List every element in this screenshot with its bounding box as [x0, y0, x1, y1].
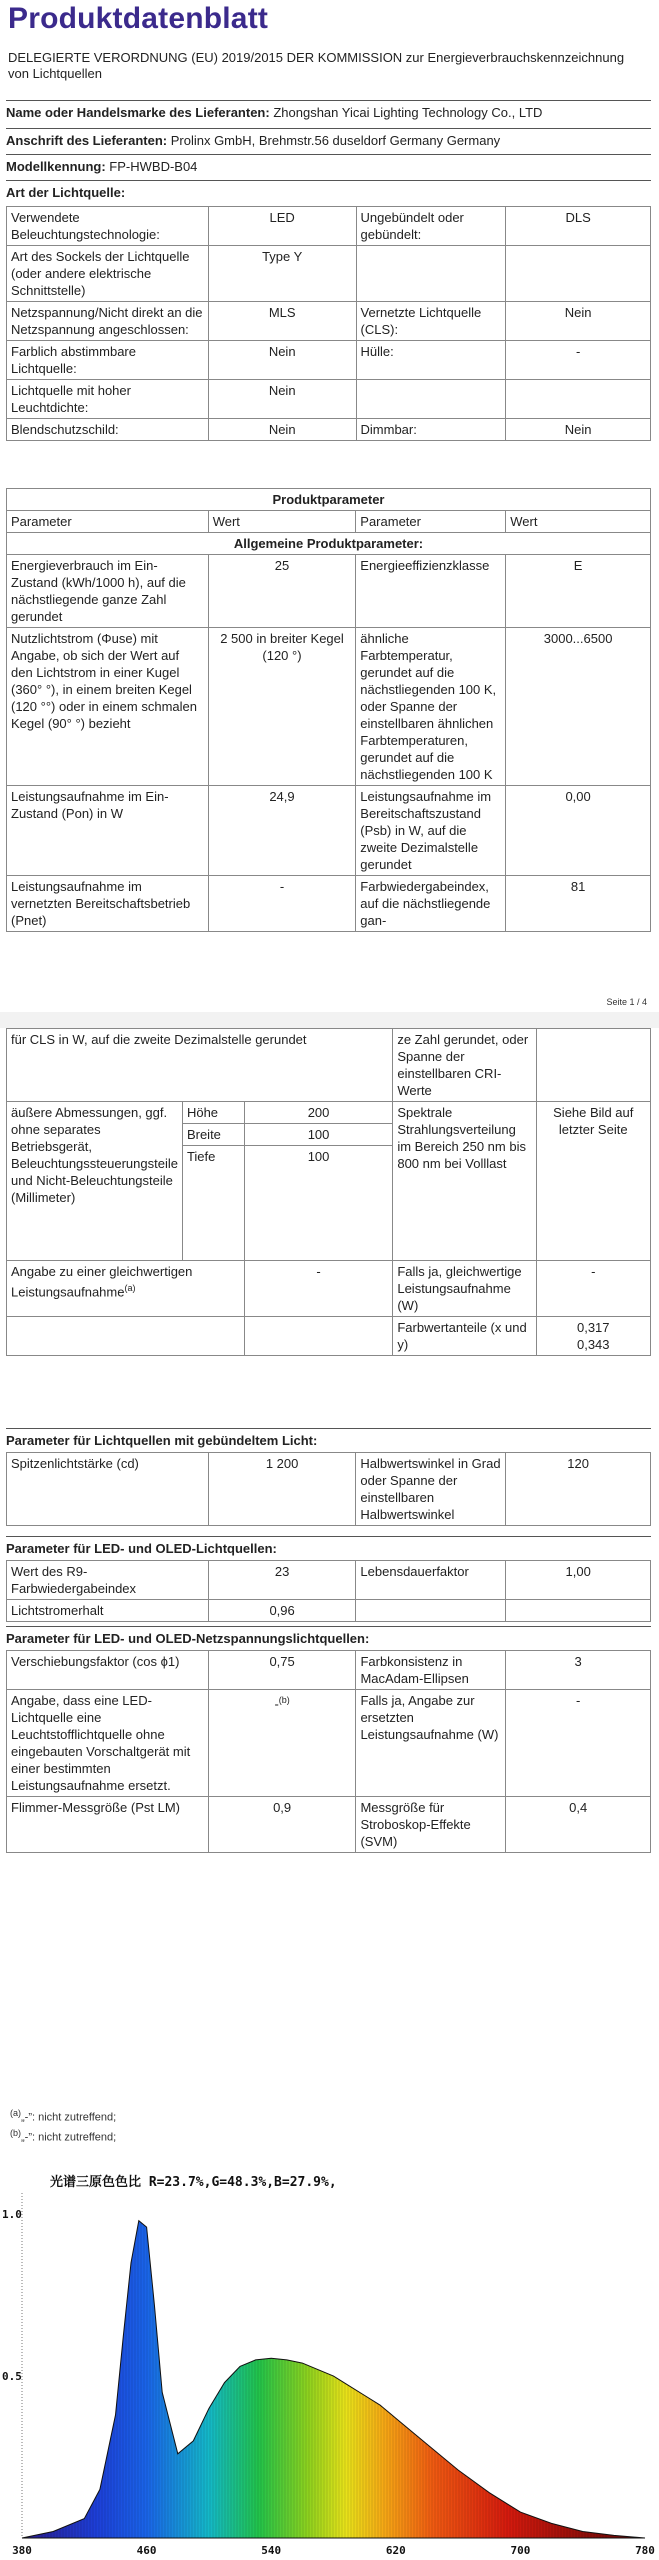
table-row: Angabe zu einer gleichwertigen Leistungsaufnahme$^{(a)}$ - Falls ja, gleichwertige Leistungsaufnahme (W) -	[7, 1261, 651, 1317]
y-tick-label: 0.5	[2, 2370, 22, 2384]
general-params-title: Allgemeine Produktparameter:	[7, 533, 651, 555]
light-type-heading: Art der Lichtquelle:	[6, 180, 651, 200]
supplier-name-row	[6, 100, 651, 120]
x-tick-label: 540	[261, 2544, 282, 2557]
page-number: Seite 1 / 4	[606, 997, 647, 1007]
y-tick-label: 1.0	[2, 2208, 22, 2222]
page-2	[0, 1028, 659, 2158]
dimensions-label: äußere Abmessungen, ggf. ohne separates Betriebsgerät, Beleuchtungssteuerungsteile und Nicht-Beleuchtungsteile (Millimeter)	[7, 1102, 183, 1261]
table-row: Angabe, dass eine LED-Lichtquelle eine Leuchtstofflichtquelle ohne eingebauten Vorschaltgerät mit einer bestimmten Leistungsaufnahme ersetzt. -$^{(b)}$ Falls ja, Angabe zur ersetzten Leistungsaufnahme (W) -	[7, 1690, 651, 1797]
table-row: Verwendete Beleuchtungstechnologie: LED Ungebündelt oder gebündelt: DLS	[7, 207, 651, 246]
page-gap	[0, 1012, 659, 1028]
regulation-subtitle: DELEGIERTE VERORDNUNG (EU) 2019/2015 DER KOMMISSION zur Energieverbrauchskennzeichnung von Lichtquellen	[8, 50, 625, 81]
table-row: Lichtquelle mit hoher Leuchtdichte: Nein	[7, 380, 651, 419]
supplier-name-label: Name oder Handelsmarke des Lieferanten:	[6, 105, 270, 120]
x-tick-label: 700	[510, 2544, 531, 2557]
table-row: Leistungsaufnahme im vernetzten Bereitschaftsbetrieb (Pnet) - Farbwiedergabeindex, auf die nächstliegende gan- 81	[7, 876, 651, 932]
table-row: Lichtstromerhalt 0,96	[7, 1600, 651, 1622]
footnote-b: $^{(b)}$„-”: nicht zutreffend;	[10, 2128, 117, 2144]
model-label: Modellkennung:	[6, 159, 106, 174]
x-tick-label: 460	[136, 2544, 157, 2557]
supplier-address-label: Anschrift des Lieferanten:	[6, 133, 168, 148]
table-row: äußere Abmessungen, ggf. ohne separates Betriebsgerät, Beleuchtungssteuerungsteile und Nicht-Beleuchtungsteile (Millimeter) Höhe 200 Spektrale Strahlungsverteilung im Bereich 250 nm bis 800 nm bei Volllast Siehe Bild auf letzter Seite	[7, 1102, 651, 1124]
x-tick-label: 620	[385, 2544, 406, 2557]
table-row: Wert des R9-Farbwiedergabeindex 23 Lebensdauerfaktor 1,00	[7, 1561, 651, 1600]
mains-table	[6, 1650, 651, 1853]
table-row: Art des Sockels der Lichtquelle (oder andere elektrische Schnittstelle) Type Y	[7, 246, 651, 302]
dimension-table	[6, 1028, 651, 1356]
chart-title: 光谱三原色色比 R=23.7%,G=48.3%,B=27.9%,	[50, 2175, 337, 2190]
table-row: Breite 100	[7, 1124, 651, 1146]
x-tick-label: 380	[12, 2544, 32, 2557]
table-row: Verschiebungsfaktor (cos ϕ1) 0,75 Farbkonsistenz in MacAdam-Ellipsen 3	[7, 1651, 651, 1690]
table-row: Tiefe 100	[7, 1146, 651, 1261]
column-header-row: Parameter Wert Parameter Wert	[7, 511, 651, 533]
table-row: Flimmer-Messgröße (Pst LM) 0,9 Messgröße für Stroboskop-Effekte (SVM) 0,4	[7, 1797, 651, 1853]
supplier-address-row	[6, 128, 651, 148]
document-title: Produktdatenblatt	[8, 2, 269, 35]
x-tick-label: 780	[635, 2544, 655, 2557]
led-table	[6, 1560, 651, 1622]
light-source-table	[6, 206, 651, 441]
section-title: Produktparameter	[7, 489, 651, 511]
mains-heading: Parameter für LED- und OLED-Netzspannungslichtquellen:	[6, 1626, 651, 1646]
led-heading: Parameter für LED- und OLED-Lichtquellen:	[6, 1536, 651, 1556]
supplier-name-value: Zhongshan Yicai Lighting Technology Co., LTD	[273, 105, 543, 120]
table-row: Spitzenlichtstärke (cd) 1 200 Halbwertswinkel in Grad oder Spanne der einstellbaren Halbwertswinkel 120	[7, 1453, 651, 1526]
page-1	[0, 0, 659, 1012]
footnote-a: $^{(a)}$„-”: nicht zutreffend;	[10, 2108, 117, 2124]
table-row: Nutzlichtstrom (Φuse) mit Angabe, ob sich der Wert auf den Lichtstrom in einer Kugel (360° °), in einem breiten Kegel (120 °°) oder in einem schmalen Kegel (90° °) bezieht 2 500 in breiter Kegel (120 °) ähnliche Farbtemperatur, gerundet auf die nächstliegenden 100 K, oder Spanne der einstellbaren ähnlichen Farbtemperaturen, gerundet auf die nächstliegenden 100 K 3000...6500	[7, 628, 651, 786]
table-row: Netzspannung/Nicht direkt an die Netzspannung angeschlossen: MLS Vernetzte Lichtquelle (CLS): Nein	[7, 302, 651, 341]
supplier-address-value: Prolinx GmbH, Brehmstr.56 duseldorf Germany Germany	[170, 133, 501, 148]
model-row	[6, 154, 651, 174]
table-row: Farbwertanteile (x und y) 0,317 0,343	[7, 1317, 651, 1356]
model-value: FP-HWBD-B04	[109, 159, 198, 174]
table-row: Farblich abstimmbare Lichtquelle: Nein Hülle: -	[7, 341, 651, 380]
table-row: Leistungsaufnahme im Ein-Zustand (Pon) in W 24,9 Leistungsaufnahme im Bereitschaftszustand (Psb) in W, auf die zweite Dezimalstelle gerundet 0,00	[7, 786, 651, 876]
spectrum-chart	[0, 2158, 659, 2560]
product-parameter-table	[6, 488, 651, 932]
directional-heading: Parameter für Lichtquellen mit gebündeltem Licht:	[6, 1428, 651, 1448]
table-row: Blendschutzschild: Nein Dimmbar: Nein	[7, 419, 651, 441]
table-row: Energieverbrauch im Ein-Zustand (kWh/1000 h), auf die nächstliegende ganze Zahl gerundet 25 Energieeffizienzklasse E	[7, 555, 651, 628]
directional-table	[6, 1452, 651, 1526]
table-row: für CLS in W, auf die zweite Dezimalstelle gerundet ze Zahl gerundet, oder Spanne der einstellbaren CRI-Werte	[7, 1029, 651, 1102]
